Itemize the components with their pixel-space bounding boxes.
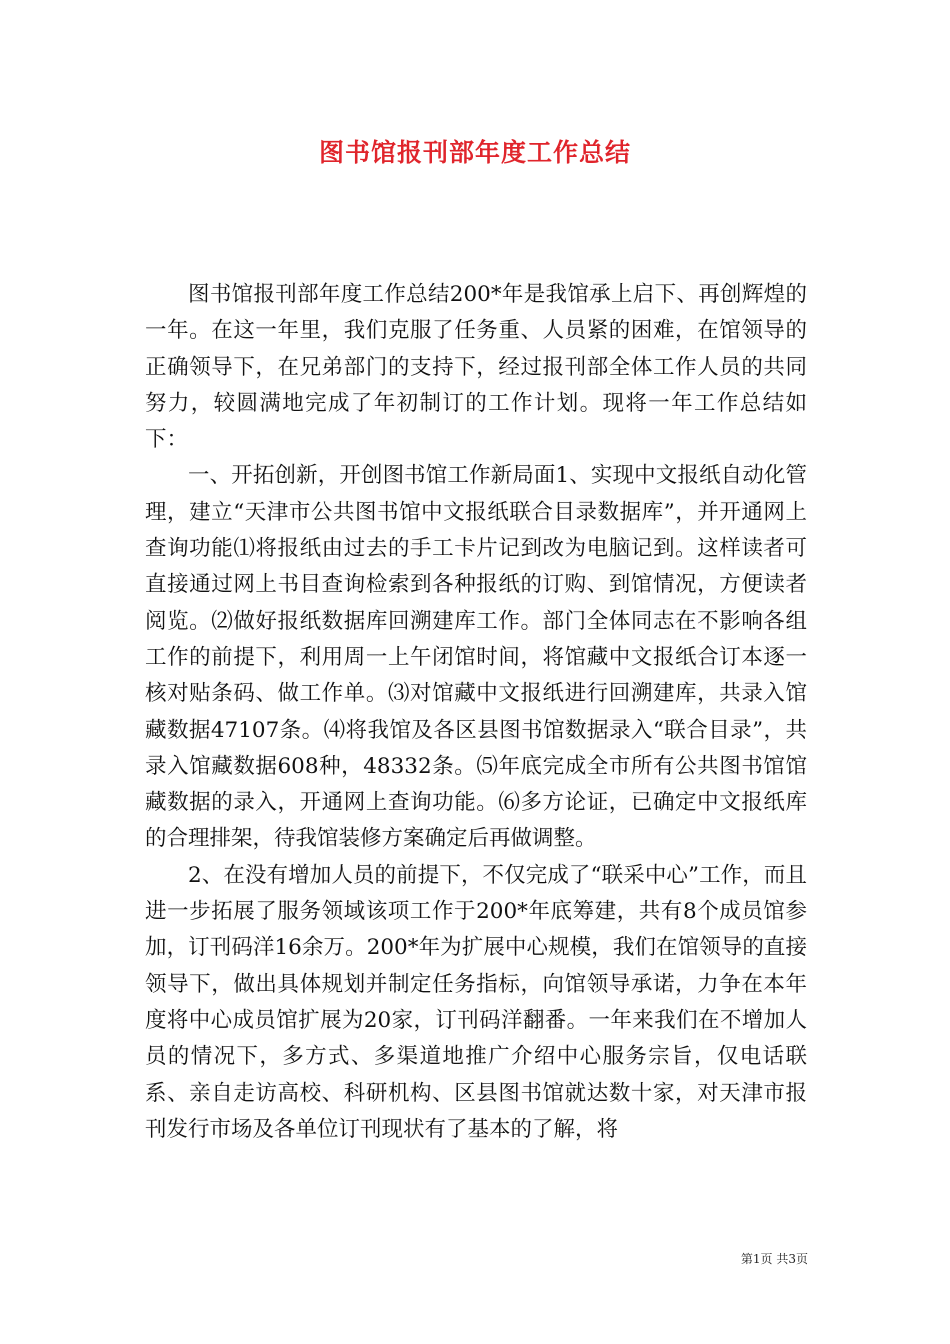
paragraph-section-two: 2、在没有增加人员的前提下，不仅完成了“联采中心”工作，而且进一步拓展了服务领域该项工作于200*年底筹建，共有8个成员馆参加，订刊码洋16余万。200*年为扩展中心规模，我们在馆领导的直接领导下，做出具体规划并制定任务指标，向馆领导承诺，力争在本年度将中心成员馆扩展为20家，订刊码洋翻番。一年来我们在不增加人员的情况下，多方式、多渠道地推广介绍中心服务宗旨，仅电话联系、亲自走访高校、科研机构、区县图书馆就达数十家，对天津市报刊发行市场及各单位订刊现状有了基本的了解，将 <box>145 862 807 1142</box>
page-footer <box>0 1250 808 1267</box>
paragraph-section-one: 一、开拓创新，开创图书馆工作新局面1、实现中文报纸自动化管理，建立“天津市公共图书馆中文报纸联合目录数据库”，并开通网上查询功能⑴将报纸由过去的手工卡片记到改为电脑记到。这样读者可直接通过网上书目查询检索到各种报纸的订购、到馆情况，方便读者阅览。⑵做好报纸数据库回溯建库工作。部门全体同志在不影响各组工作的前提下，利用周一上午闭馆时间，将馆藏中文报纸合订本逐一核对贴条码、做工作单。⑶对馆藏中文报纸进行回溯建库，共录入馆藏数据47107条。⑷将我馆及各区县图书馆数据录入“联合目录”，共录入馆藏数据608种，48332条。⑸年底完成全市所有公共图书馆馆藏数据的录入，开通网上查询功能。⑹多方论证，已确定中文报纸库的合理排架，待我馆装修方案确定后再做调整。 <box>145 463 807 852</box>
document-title: 图书馆报刊部年度工作总结 <box>318 138 631 167</box>
footer-prefix: 第 <box>740 1252 753 1266</box>
footer-total-pages: 3 <box>788 1252 796 1266</box>
document-body <box>145 277 807 1148</box>
footer-page-number: 1 <box>752 1252 761 1266</box>
footer-suffix: 页 <box>795 1252 808 1266</box>
paragraph-intro: 图书馆报刊部年度工作总结200*年是我馆承上启下、再创辉煌的一年。在这一年里，我们克服了任务重、人员紧的困难，在馆领导的正确领导下，在兄弟部门的支持下，经过报刊部全体工作人员的共同努力，较圆满地完成了年初制订的工作计划。现将一年工作总结如下： <box>145 282 807 453</box>
footer-middle: 页 共 <box>760 1252 789 1266</box>
